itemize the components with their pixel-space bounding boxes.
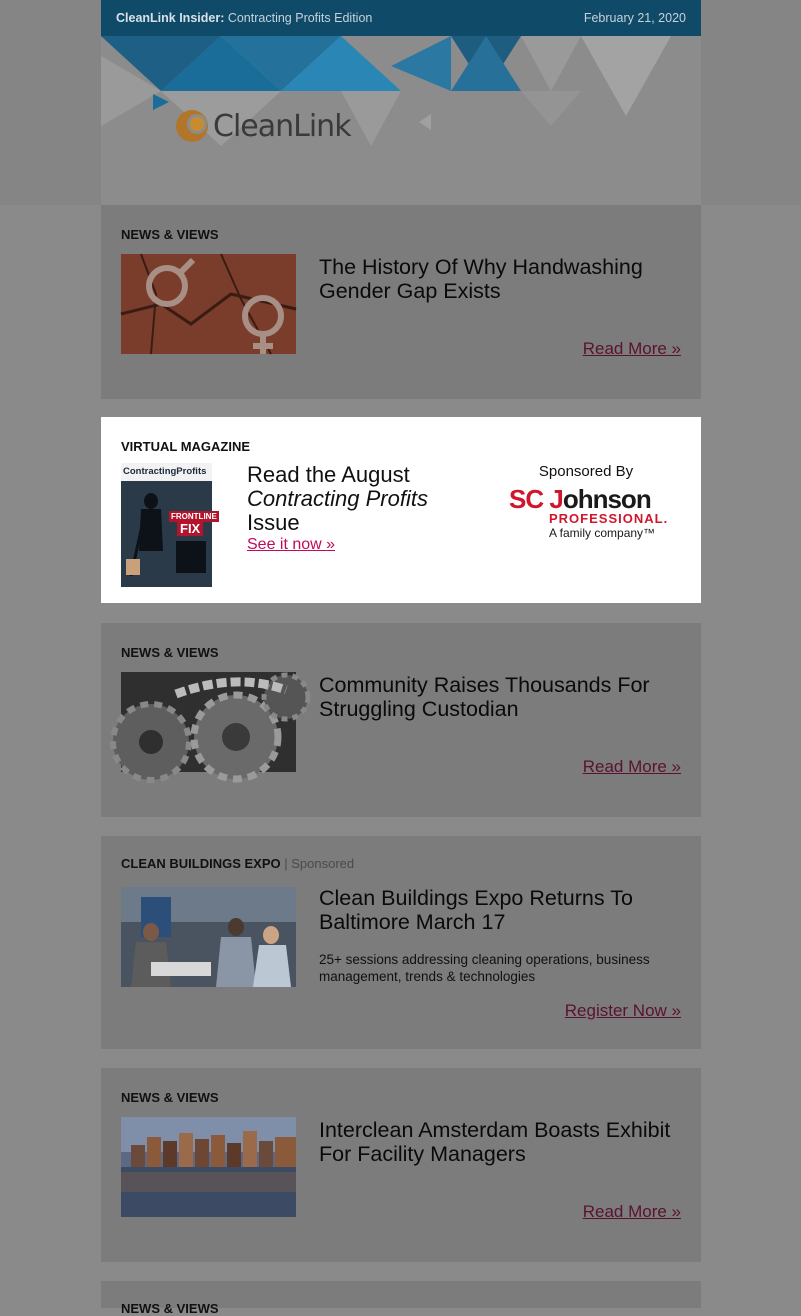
sponsored-by-label: Sponsored By — [538, 463, 634, 480]
banner — [101, 36, 701, 205]
magazine-cover-headline: FRONTLINE — [171, 512, 217, 521]
section-label: NEWS & VIEWS — [121, 227, 219, 242]
expo-crowd-image[interactable] — [121, 887, 296, 987]
article-card — [101, 205, 701, 399]
section-label: NEWS & VIEWS — [121, 645, 219, 660]
read-more-link[interactable]: Read More » — [582, 1202, 681, 1221]
article-title[interactable]: The History Of Why Handwashing Gender Gap Exists — [319, 255, 643, 303]
newsletter-edition: CleanLink Insider: Contracting Profits Edition — [116, 11, 373, 25]
magazine-title[interactable]: Read the August Contracting Profits Issue — [247, 462, 428, 535]
section-label: NEWS & VIEWS — [121, 1090, 219, 1105]
amsterdam-canal-image[interactable] — [121, 1117, 296, 1217]
cleanlink-logo-text: CleanLink — [213, 108, 351, 144]
newsletter-date: February 21, 2020 — [583, 11, 686, 25]
see-it-now-link[interactable]: See it now » — [247, 536, 336, 553]
sponsored-label: | Sponsored — [284, 856, 355, 871]
read-more-link[interactable]: Read More » — [582, 757, 681, 776]
article-card — [101, 1068, 701, 1262]
newsletter-header-bar — [101, 0, 701, 36]
fundraising-gears-image[interactable] — [121, 672, 296, 772]
virtual-magazine-card — [101, 417, 701, 603]
magazine-cover-headline-fix: FIX — [177, 521, 203, 536]
article-title[interactable]: Community Raises Thousands For Struggling Custodian — [319, 673, 650, 721]
article-card — [101, 836, 701, 1049]
section-label: CLEAN BUILDINGS EXPO | Sponsored — [121, 856, 355, 871]
read-more-link[interactable]: Read More » — [582, 339, 681, 358]
article-title[interactable]: Interclean Amsterdam Boasts Exhibit For Facility Managers — [319, 1118, 671, 1166]
section-label: NEWS & VIEWS — [121, 1301, 219, 1316]
sc-johnson-logo[interactable]: SC Johnson PROFESSIONAL. A family company™ — [509, 484, 669, 540]
magazine-cover-title: ContractingProfits — [121, 463, 212, 481]
gender-symbols-cracked-earth-image[interactable] — [121, 254, 296, 354]
cleanlink-logo-icon — [175, 109, 209, 143]
register-now-link[interactable]: Register Now » — [564, 1001, 681, 1020]
article-description: 25+ sessions addressing cleaning operations, business management, trends & technologies — [319, 952, 650, 984]
article-card — [101, 1281, 701, 1316]
section-label: VIRTUAL MAGAZINE — [121, 439, 251, 454]
article-title[interactable]: Clean Buildings Expo Returns To Baltimore March 17 — [319, 886, 633, 934]
cleanlink-logo[interactable] — [175, 106, 351, 146]
article-card — [101, 623, 701, 817]
magazine-cover-image[interactable] — [121, 463, 217, 587]
